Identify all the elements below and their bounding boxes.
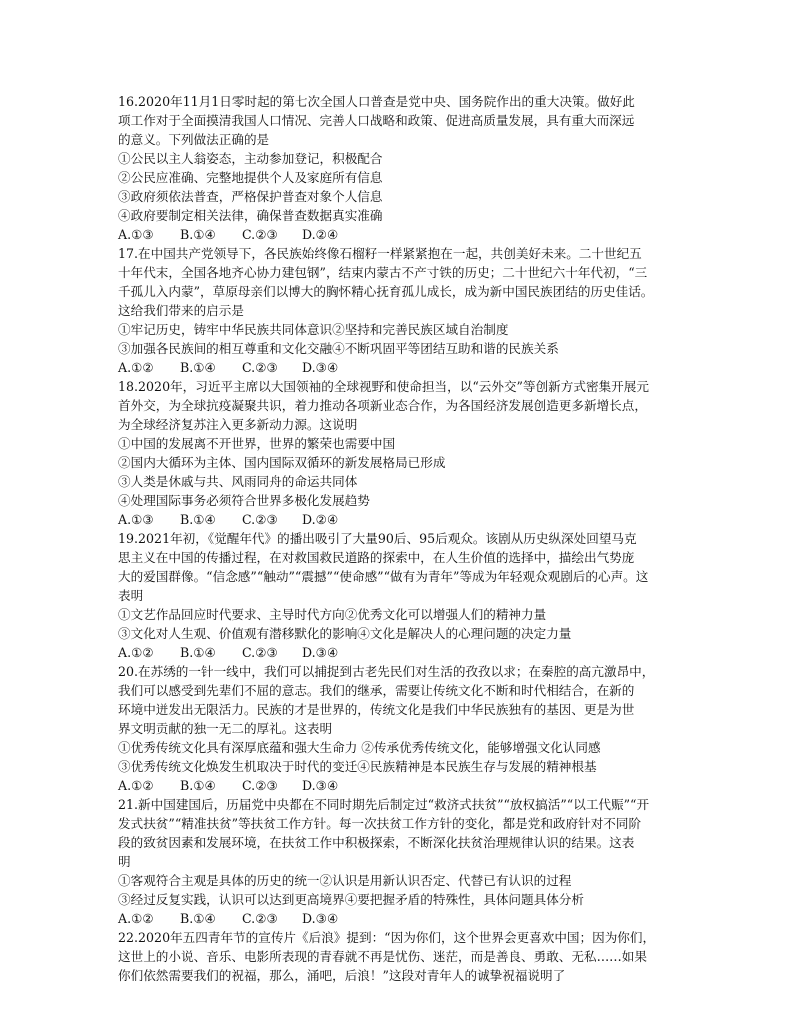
question-stem-line: 19.2021年初，《觉醒年代》的播出吸引了大量90后、95后观众。该剧从历史纵深处回望马克	[118, 531, 637, 546]
question-text-line: 环境中迸发出无限活力。民族的才是世界的，传统文化是我们中华民族独有的基因、更是为世	[118, 702, 635, 717]
answer-option: A.①②	[118, 645, 154, 660]
answer-option: D.②④	[302, 227, 339, 242]
answer-option: D.③④	[302, 778, 339, 793]
question-stem-line: 21.新中国建国后，历届党中央都在不同时期先后制定过“救济式扶贫”“放权搞活”“以工代赈”“开	[118, 797, 650, 812]
question-text-line: 界文明贡献的独一无二的厚礼。这表明	[118, 721, 333, 736]
question-text-line: 大的爱国群像。“信念感”“触动”“震撼”“使命感”“做有为青年”等成为年轻观众观剧后的心声。这	[118, 569, 649, 584]
answer-option: A.①②	[118, 911, 154, 926]
question-text-line: 的意义。下列做法正确的是	[118, 132, 270, 147]
question-stem-line: 22.2020年五四青年节的宣传片《后浪》提到：“因为你们，这个世界会更喜欢中国；因为你们，	[118, 930, 656, 945]
question-17	[118, 244, 678, 377]
answer-options	[118, 643, 678, 662]
answer-option: A.①②	[118, 360, 154, 375]
question-text-line: 我们可以感受到先辈们不屈的意志。我们的继承，需要让传统文化不断和时代相结合，在新的	[118, 683, 635, 698]
question-text-line: 千孤儿入内蒙”，草原母亲们以博大的胸怀精心抚育孤儿成长，成为新中国民族团结的历史佳话。	[118, 284, 654, 299]
answer-option: D.②④	[302, 512, 339, 527]
question-text-line: ①客观符合主观是具体的历史的统一②认识是用新认识否定、代替已有认识的过程	[118, 873, 572, 888]
question-21	[118, 795, 678, 928]
question-stem-line: 17.在中国共产党领导下，各民族始终像石榴籽一样紧紧抱在一起，共创美好未来。二十世纪五	[118, 246, 642, 261]
question-19	[118, 529, 678, 662]
answer-option: D.③④	[302, 360, 339, 375]
question-text-line: 项工作对于全面摸清我国人口情况、完善人口战略和政策、促进高质量发展，具有重大而深远	[118, 113, 635, 128]
answer-option: B.①④	[180, 778, 216, 793]
question-text-line: ③经过反复实践，认识可以达到更高境界④要把握矛盾的特殊性，具体问题具体分析	[118, 892, 584, 907]
question-16	[118, 92, 678, 244]
answer-option: B.①④	[180, 512, 216, 527]
question-text-line: ②公民应准确、完整地提供个人及家庭所有信息	[118, 170, 383, 185]
question-text-line: 明	[118, 854, 131, 869]
answer-option: B.①④	[180, 645, 216, 660]
question-text-line: 段的致贫因素和发展环境，在扶贫工作中积极探索，不断深化扶贫治理规律认识的结果。这表	[118, 835, 635, 850]
answer-option: A.①②	[118, 778, 154, 793]
question-text-line: 发式扶贫”“精准扶贫”等扶贫工作方针。每一次扶贫工作方针的变化，都是党和政府针对不同阶	[118, 816, 642, 831]
question-text-line: ③优秀传统文化焕发生机取决于时代的变迁④民族精神是本民族生存与发展的精神根基	[118, 759, 597, 774]
answer-option: B.①④	[180, 227, 216, 242]
question-18	[118, 377, 678, 529]
question-text-line: ③政府须依法普查，严格保护普查对象个人信息	[118, 189, 383, 204]
answer-option: C.②③	[242, 911, 278, 926]
question-stem-line: 20.在苏绣的一针一线中，我们可以捕捉到古老先民们对生活的孜孜以求；在秦腔的高亢激昂中，	[118, 664, 655, 679]
question-20	[118, 662, 678, 795]
answer-option: C.②③	[242, 360, 278, 375]
question-text-line: 十年代末，全国各地齐心协力建包钢”，结束内蒙古不产寸铁的历史；二十世纪六十年代初，“三	[118, 265, 648, 280]
question-text-line: 首外交，为全球抗疫凝聚共识，着力推动各项新业态合作，为各国经济发展创造更多新增长点，	[118, 398, 647, 413]
answer-option: C.②③	[242, 778, 278, 793]
question-text-line: ④处理国际事务必须符合世界多极化发展趋势	[118, 493, 370, 508]
answer-option: C.②③	[242, 512, 278, 527]
question-text-line: ①公民以主人翁姿态，主动参加登记，积极配合	[118, 151, 383, 166]
question-text-line: ①中国的发展离不开世界，世界的繁荣也需要中国	[118, 436, 396, 451]
answer-options	[118, 358, 678, 377]
question-text-line: 为全球经济复苏注入更多新动力源。这说明	[118, 417, 358, 432]
answer-option: D.③④	[302, 645, 339, 660]
answer-option: D.③④	[302, 911, 339, 926]
exam-document	[118, 92, 678, 985]
question-text-line: 表明	[118, 588, 144, 603]
question-text-line: ①牢记历史，铸牢中华民族共同体意识②坚持和完善民族区域自治制度	[118, 322, 509, 337]
answer-option: A.①③	[118, 227, 154, 242]
answer-option: B.①④	[180, 911, 216, 926]
answer-options	[118, 776, 678, 795]
question-text-line: ①优秀传统文化具有深厚底蕴和强大生命力 ②传承优秀传统文化，能够增强文化认同感	[118, 740, 601, 755]
question-stem-line: 18.2020年，习近平主席以大国领袖的全球视野和使命担当，以“云外交”等创新方式密集开展元	[118, 379, 649, 394]
question-text-line: ③人类是休戚与共、风雨同舟的命运共同体	[118, 474, 358, 489]
question-text-line: ④政府要制定相关法律，确保普查数据真实准确	[118, 208, 383, 223]
question-stem-line: 16.2020年11月1日零时起的第七次全国人口普查是党中央、国务院作出的重大决策。做好此	[118, 94, 635, 109]
answer-options	[118, 909, 678, 928]
answer-options	[118, 225, 678, 244]
answer-option: A.①③	[118, 512, 154, 527]
question-text-line: 你们依然需要我们的祝福，那么，涌吧，后浪！”这段对青年人的诚挚祝福说明了	[118, 968, 566, 983]
question-text-line: ③加强各民族间的相互尊重和文化交融④不断巩固平等团结互助和谐的民族关系	[118, 341, 559, 356]
question-text-line: 思主义在中国的传播过程，在对救国救民道路的探索中，在人生价值的选择中，描绘出气势庞	[118, 550, 635, 565]
answer-options	[118, 510, 678, 529]
question-text-line: ②国内大循环为主体、国内国际双循环的新发展格局已形成	[118, 455, 446, 470]
answer-option: B.①④	[180, 360, 216, 375]
question-text-line: ③文化对人生观、价值观有潜移默化的影响④文化是解决人的心理问题的决定力量	[118, 626, 572, 641]
question-text-line: ①文艺作品回应时代要求、主导时代方向②优秀文化可以增强人们的精神力量	[118, 607, 547, 622]
question-22	[118, 928, 678, 985]
question-text-line: 这世上的小说、音乐、电影所表现的青春就不再是忧伤、迷茫，而是善良、勇敢、无私……如果	[118, 949, 647, 964]
answer-option: C.②③	[242, 645, 278, 660]
answer-option: C.②③	[242, 227, 278, 242]
question-text-line: 这给我们带来的启示是	[118, 303, 244, 318]
